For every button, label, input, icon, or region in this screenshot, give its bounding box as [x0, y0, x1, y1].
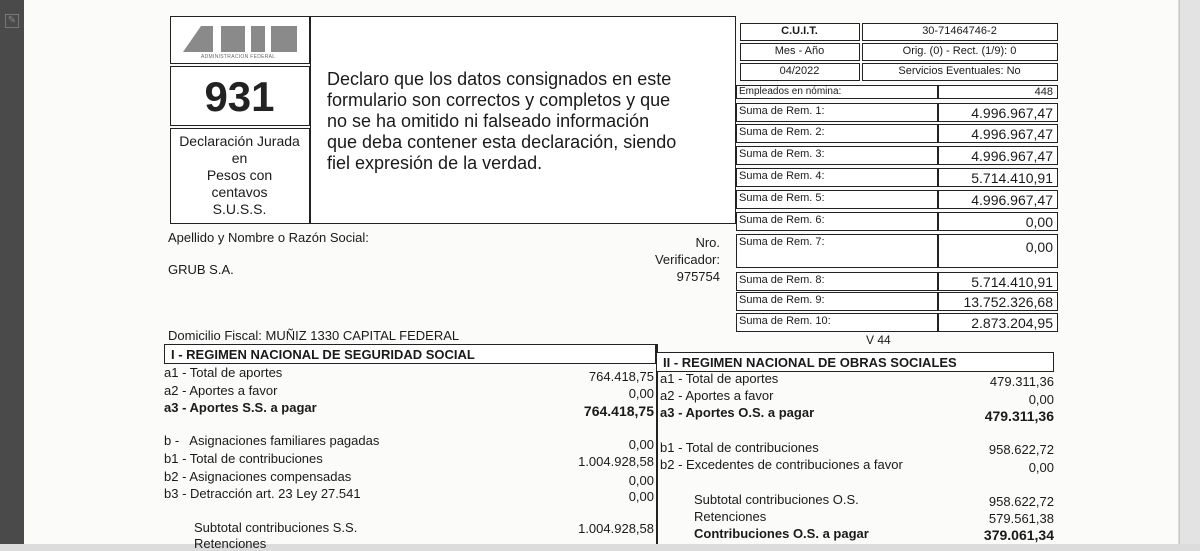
form-type-text [171, 133, 308, 218]
rem-value: 13.752.326,68 [963, 294, 1053, 310]
rem-3-label-box [736, 146, 938, 165]
row-label: Aportes a favor [189, 383, 278, 398]
rem-7-value-box [938, 234, 1058, 268]
row-label: Detracción art. 23 Ley 27.541 [190, 486, 361, 501]
afip-logo-icon [179, 22, 301, 56]
mes-value: 04/2022 [779, 65, 820, 77]
row-code: a3 - [164, 400, 187, 415]
s1-row-a3 [164, 400, 317, 415]
razon-social-label: Apellido y Nombre o Razón Social: [168, 230, 369, 245]
s1-row-b1 [164, 451, 323, 466]
s2-subtotal-value: 958.622,72 [988, 494, 1054, 509]
cuit-label: C.U.I.T. [781, 25, 818, 37]
document-page [24, 0, 1178, 551]
rem-1-value-box [938, 103, 1058, 122]
cuit-label-box [740, 23, 860, 41]
declaration-box [310, 16, 736, 224]
empleados-value-box [938, 85, 1058, 99]
s1-row-b2 [164, 469, 351, 484]
servicios-box [862, 63, 1058, 81]
rem-10-value-box [938, 313, 1058, 332]
row-label: Asignaciones compensadas [189, 469, 352, 484]
s1-row-a2-value: 0,00 [628, 386, 654, 401]
s2-row-b1 [660, 440, 819, 455]
form-number-box [170, 66, 310, 126]
form-type-line: centavos [211, 184, 268, 200]
row-label: Total de contribuciones [189, 451, 323, 466]
row-code: b2 - [660, 457, 683, 472]
empleados-label-box [736, 85, 938, 99]
s1-row-b3 [164, 486, 361, 501]
form-number: 931 [204, 73, 275, 120]
s2-subtotal-label: Subtotal contribuciones O.S. [694, 492, 859, 507]
section2-title: II - REGIMEN NACIONAL DE OBRAS SOCIALES [663, 355, 957, 370]
row-label: Aportes O.S. a pagar [685, 405, 815, 420]
orig-rect-box [862, 43, 1058, 61]
row-code: a1 - [660, 371, 683, 386]
s2-contrib-value: 379.061,34 [983, 527, 1054, 543]
rem-10-label-box [736, 313, 938, 332]
s2-row-b2-value: 0,00 [1028, 460, 1054, 475]
cuit-value: 30-71464746-2 [922, 25, 997, 37]
s2-row-b1-value: 958.622,72 [988, 442, 1054, 457]
cuit-value-box [862, 23, 1058, 41]
orig-rect-label: Orig. (0) - Rect. (1/9): 0 [902, 45, 1017, 57]
mes-label: Mes - Año [774, 45, 825, 57]
rem-5-value-box [938, 190, 1058, 209]
rem-4-value-box [938, 168, 1058, 187]
row-code: a2 - [660, 388, 683, 403]
row-code: b1 - [660, 440, 683, 455]
rem-4-label-box [736, 168, 938, 187]
rem-3-value-box [938, 146, 1058, 165]
s1-row-a1 [164, 365, 282, 380]
rem-5-label-box [736, 190, 938, 209]
s2-retenciones-value: 579.561,38 [988, 511, 1054, 526]
rem-label: Suma de Rem. 9: [739, 294, 825, 306]
empleados-label: Empleados en nómina: [739, 86, 842, 97]
form-type-line: Pesos con [206, 167, 273, 183]
row-code: a3 - [660, 405, 683, 420]
s1-subtotal-label: Subtotal contribuciones S.S. [194, 520, 358, 535]
rem-9-label-box [736, 292, 938, 311]
s2-row-a2 [660, 388, 773, 403]
domicilio-fiscal: Domicilio Fiscal: MUÑIZ 1330 CAPITAL FEDERAL [168, 328, 460, 343]
rem-label: Suma de Rem. 6: [739, 214, 825, 226]
form-type-line: Declaración Jurada [179, 133, 300, 149]
row-code: b3 - [164, 486, 187, 501]
s2-retenciones-label: Retenciones [694, 509, 767, 524]
rem-2-value-box [938, 124, 1058, 143]
section1-title: I - REGIMEN NACIONAL DE SEGURIDAD SOCIAL [171, 347, 475, 362]
s1-row-b2-value: 0,00 [628, 473, 654, 488]
s2-row-a1 [660, 371, 778, 386]
viewer-left-toolbar [0, 0, 24, 544]
rem-label: Suma de Rem. 1: [739, 105, 825, 117]
rem-label: Suma de Rem. 8: [739, 274, 825, 286]
row-label: Asignaciones familiares pagadas [189, 433, 380, 448]
s2-row-a1-value: 479.311,36 [989, 374, 1054, 389]
afip-logo-box [170, 16, 310, 64]
rem-8-value-box [938, 272, 1058, 291]
rem-label: Suma de Rem. 2: [739, 126, 825, 138]
row-code: b1 - [164, 451, 187, 466]
row-label: Total de aportes [685, 371, 779, 386]
s1-retenciones-label: Retenciones [194, 536, 267, 551]
viewer-scrollbar[interactable] [1179, 0, 1200, 544]
pencil-icon[interactable]: ✎ [5, 14, 19, 28]
s1-row-b-value: 0,00 [628, 437, 654, 452]
rem-value: 0,00 [1025, 239, 1053, 255]
rem-value: 4.996.967,47 [971, 148, 1053, 164]
section2-header [656, 352, 1054, 372]
rem-value: 5.714.410,91 [971, 170, 1053, 186]
row-label: Total de contribuciones [685, 440, 819, 455]
rem-label: Suma de Rem. 3: [739, 148, 825, 160]
declaration-line: no se ha omitido ni falseado información [327, 111, 650, 131]
version-label: V 44 [866, 333, 891, 347]
row-label: Aportes a favor [685, 388, 774, 403]
s2-row-a3 [660, 405, 814, 420]
rem-8-label-box [736, 272, 938, 291]
rem-2-label-box [736, 124, 938, 143]
s1-subtotal-value: 1.004.928,58 [578, 521, 654, 536]
rem-value: 4.996.967,47 [971, 192, 1053, 208]
s1-row-a3-value: 764.418,75 [583, 403, 654, 419]
verificador-label-2: Verificador: [654, 252, 720, 267]
declaration-line: fiel expresión de la verdad. [327, 153, 543, 173]
rem-6-label-box [736, 212, 938, 231]
logo-subtext: ADMINISTRACION FEDERAL [201, 54, 276, 60]
row-code: b - [164, 433, 180, 448]
empleados-value: 448 [1034, 86, 1053, 98]
row-code: b2 - [164, 469, 187, 484]
form-type-box [170, 128, 310, 224]
rem-9-value-box [938, 292, 1058, 311]
razon-social-value: GRUB S.A. [168, 262, 234, 277]
rem-value: 2.873.204,95 [971, 315, 1053, 331]
rem-value: 5.714.410,91 [971, 274, 1053, 290]
row-label: Excedentes de contribuciones a favor [686, 457, 903, 472]
rem-label: Suma de Rem. 7: [739, 236, 825, 248]
s1-row-b3-value: 0,00 [628, 489, 654, 504]
rem-value: 0,00 [1025, 214, 1053, 230]
declaration-text [327, 69, 676, 174]
rem-6-value-box [938, 212, 1058, 231]
row-label: Total de aportes [189, 365, 283, 380]
rem-7-label-box [736, 234, 938, 268]
form-type-line: S.U.S.S. [212, 201, 267, 217]
section1-header [164, 344, 656, 364]
rem-label: Suma de Rem. 4: [739, 170, 825, 182]
s1-row-b1-value: 1.004.928,58 [578, 454, 654, 469]
servicios-label: Servicios Eventuales: No [898, 65, 1021, 77]
mes-value-box [740, 63, 860, 81]
declaration-line: formulario son correctos y completos y que [327, 90, 671, 110]
s2-row-a2-value: 0,00 [1028, 392, 1054, 407]
form-type-line: en [231, 150, 248, 166]
verificador-label-1: Nro. [695, 235, 720, 250]
mes-label-box [740, 43, 860, 61]
rem-1-label-box [736, 103, 938, 122]
verificador-value: 975754 [676, 269, 720, 284]
rem-label: Suma de Rem. 10: [739, 315, 831, 327]
declaration-line: que deba contener esta declaración, siendo [327, 132, 677, 152]
s2-row-a3-value: 479.311,36 [984, 408, 1054, 424]
s1-row-b [164, 433, 379, 448]
row-code: a1 - [164, 365, 187, 380]
rem-value: 4.996.967,47 [971, 126, 1053, 142]
row-code: a2 - [164, 383, 187, 398]
s2-contrib-label: Contribuciones O.S. a pagar [694, 526, 869, 541]
rem-label: Suma de Rem. 5: [739, 192, 825, 204]
s1-row-a1-value: 764.418,75 [588, 369, 654, 384]
declaration-line: Declaro que los datos consignados en este [327, 69, 672, 89]
section-divider [656, 344, 658, 544]
s1-row-a2 [164, 383, 277, 398]
rem-value: 4.996.967,47 [971, 105, 1053, 121]
row-label: Aportes S.S. a pagar [189, 400, 317, 415]
